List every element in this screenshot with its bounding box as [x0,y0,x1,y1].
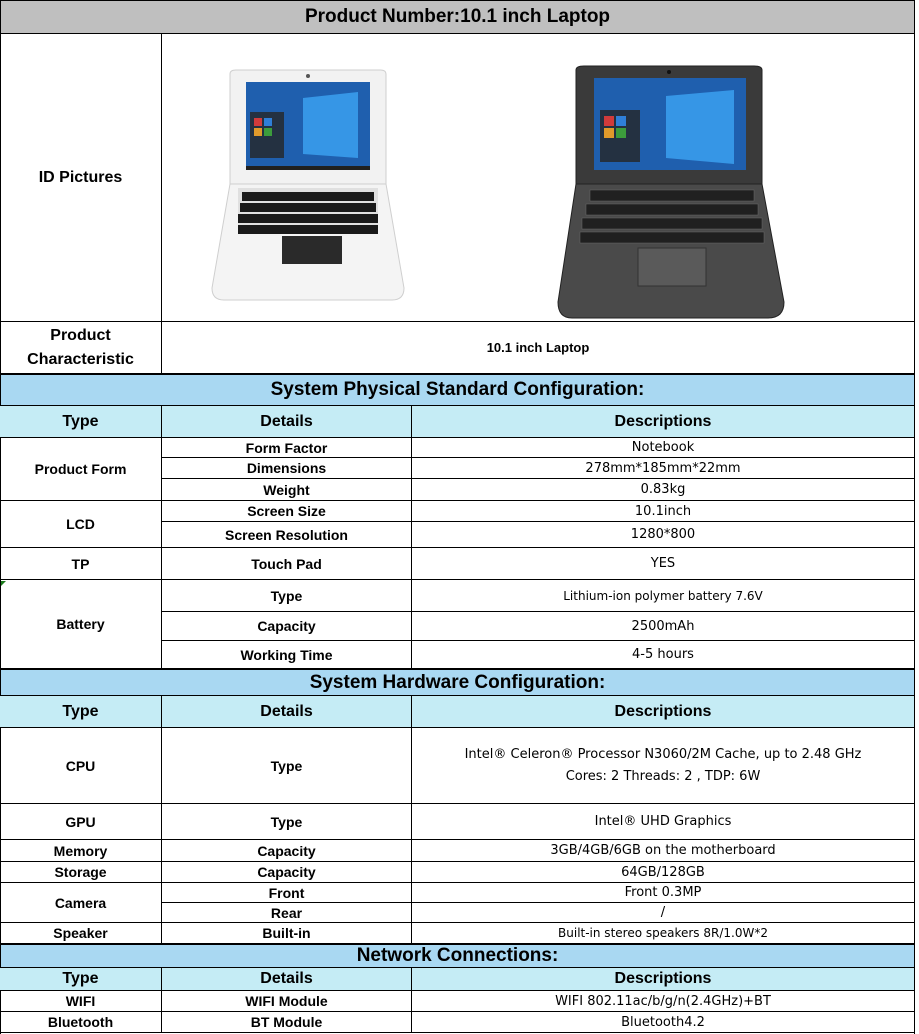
desc-storage: 64GB/128GB [412,862,915,883]
detail-gpu-type: Type [162,804,412,840]
detail-camera-rear: Rear [162,903,412,923]
desc-cpu [412,728,915,804]
desc-gpu: Intel® UHD Graphics [412,804,915,840]
detail-battery-type: Type [162,580,412,612]
page-title: Product Number:10.1 inch Laptop [0,0,915,34]
id-pictures-label: ID Pictures [0,34,162,322]
detail-working-time: Working Time [162,641,412,669]
detail-wifi: WIFI Module [162,991,412,1012]
hardware-column-headers [0,696,915,728]
detail-touch-pad: Touch Pad [162,548,412,580]
cpu-label: CPU [0,728,162,804]
desc-form-factor: Notebook [412,438,915,458]
desc-screen-resolution: 1280*800 [412,522,915,548]
detail-bluetooth: BT Module [162,1012,412,1033]
camera-label: Camera [0,883,162,923]
network-column-headers [0,968,915,991]
desc-cpu-line1: Intel® Celeron® Processor N3060/2M Cache, up to 2.48 GHz [464,746,862,762]
column-header-details: Details [162,968,412,990]
detail-form-factor: Form Factor [162,438,412,458]
detail-speaker: Built-in [162,923,412,944]
detail-battery-capacity: Capacity [162,612,412,641]
physical-section-heading: System Physical Standard Configuration: [0,374,915,406]
desc-memory: 3GB/4GB/6GB on the motherboard [412,840,915,862]
speaker-label: Speaker [0,923,162,944]
cell-comment-marker [1,581,6,586]
desc-weight: 0.83kg [412,479,915,501]
id-pictures-cell [162,34,915,322]
desc-battery-type: Lithium-ion polymer battery 7.6V [412,580,915,612]
characteristic-value: 10.1 inch Laptop [162,322,915,374]
detail-screen-resolution: Screen Resolution [162,522,412,548]
desc-wifi: WIFI 802.11ac/b/g/n(2.4GHz)+BT [412,991,915,1012]
detail-weight: Weight [162,479,412,501]
wifi-label: WIFI [0,991,162,1012]
memory-label: Memory [0,840,162,862]
desc-working-time: 4-5 hours [412,641,915,669]
column-header-descriptions: Descriptions [412,406,915,437]
hardware-section-heading: System Hardware Configuration: [0,669,915,696]
white-laptop-image [208,68,408,308]
desc-dimensions: 278mm*185mm*22mm [412,458,915,479]
storage-label: Storage [0,862,162,883]
desc-camera-rear: / [412,903,915,923]
desc-speaker: Built-in stereo speakers 8R/1.0W*2 [412,923,915,944]
column-header-details: Details [162,696,412,727]
network-section-heading: Network Connections: [0,944,915,968]
column-header-type: Type [0,406,162,437]
tp-label: TP [0,548,162,580]
column-header-descriptions: Descriptions [412,968,915,990]
detail-screen-size: Screen Size [162,501,412,522]
black-laptop-image [556,64,788,324]
detail-cpu-type: Type [162,728,412,804]
detail-storage: Capacity [162,862,412,883]
column-header-details: Details [162,406,412,437]
column-header-type: Type [0,968,162,990]
lcd-label: LCD [0,501,162,548]
column-header-descriptions: Descriptions [412,696,915,727]
desc-battery-capacity: 2500mAh [412,612,915,641]
physical-column-headers [0,406,915,438]
desc-bluetooth: Bluetooth4.2 [412,1012,915,1033]
desc-camera-front: Front 0.3MP [412,883,915,903]
desc-screen-size: 10.1inch [412,501,915,522]
desc-touch-pad: YES [412,548,915,580]
battery-label: Battery [0,580,162,669]
detail-camera-front: Front [162,883,412,903]
gpu-label: GPU [0,804,162,840]
column-header-type: Type [0,696,162,727]
characteristic-label: Product Characteristic [0,322,162,374]
desc-cpu-line2: Cores: 2 Threads: 2 , TDP: 6W [565,768,761,784]
bluetooth-label: Bluetooth [0,1012,162,1033]
detail-dimensions: Dimensions [162,458,412,479]
detail-memory: Capacity [162,840,412,862]
product-form-label: Product Form [0,438,162,501]
